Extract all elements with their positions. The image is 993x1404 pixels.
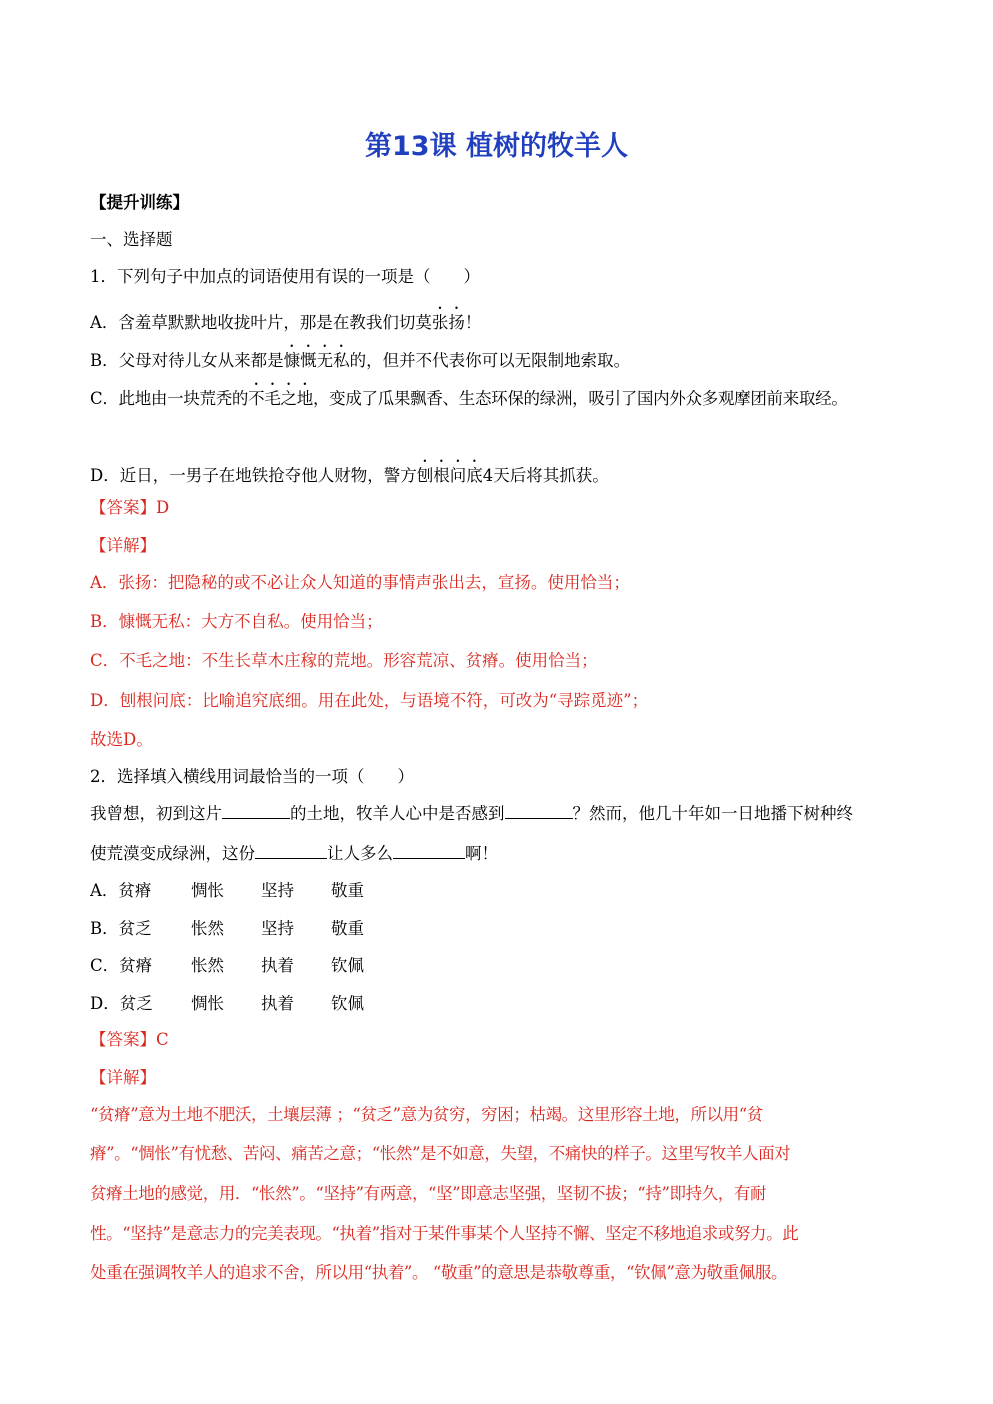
option-text: ，变成了瓜果飘香、生态环保的绿洲，吸引了国内外众多观摩团前来取经。 [312, 389, 848, 408]
page-title: 第13课 植树的牧羊人 [365, 131, 628, 162]
option-word: 敬重 [331, 919, 364, 938]
passage-text: ？然而，他几十年如一日地播下树种终 [572, 804, 853, 823]
q2-passage-line-1 [90, 802, 905, 826]
q2-detail-line: 性。“坚持”是意志力的完美表现。“执着”指对于某件事某个人坚持不懈、坚定不移地追求或努力。此 [90, 1224, 799, 1243]
option-text: 4天后将其抓获。 [482, 466, 609, 485]
option-text: B．父母对待儿女从来都是 [90, 351, 284, 370]
q1-stem: 1．下列句子中加点的词语使用有误的一项是（ ） [90, 267, 480, 286]
q1-option-d [90, 457, 905, 485]
q2-detail-line: 贫瘠土地的感觉，用．“怅然”。“坚持”有两意，“坚”即意志坚强，坚韧不拔；“持”即持久，有耐 [90, 1184, 767, 1203]
dotted-word: 刨根问底 [416, 466, 483, 485]
q1-option-b [90, 342, 905, 370]
q1-detail-line: C．不毛之地：不生长草木庄稼的荒地。形容荒凉、贫瘠。使用恰当； [90, 651, 598, 670]
option-word: 钦佩 [331, 994, 364, 1013]
q2-passage-line-2 [90, 842, 905, 866]
section-heading: 一、选择题 [90, 230, 173, 249]
dotted-word: 慷慨无私 [283, 351, 350, 370]
passage-text: 啊！ [465, 844, 498, 863]
option-word: B．贫乏 [90, 919, 152, 938]
q1-detail-label: 【详解】 [90, 536, 156, 555]
q1-detail-line: D．刨根问底：比喻追究底细。用在此处，与语境不符，可改为“寻踪觅迹”； [90, 691, 649, 710]
option-word: 敬重 [331, 881, 364, 900]
option-text: A．含羞草默默地收拢叶片，那是在教我们切莫 [90, 313, 432, 332]
q2-detail-line: 处重在强调牧羊人的追求不舍，所以用“执着”。 “敬重”的意思是恭敬尊重，“钦佩”意为敬重佩服。 [90, 1263, 788, 1282]
q1-conclusion: 故选D。 [90, 730, 153, 749]
fill-blank [393, 857, 465, 859]
q1-option-c [90, 380, 905, 408]
section-tag: 【提升训练】 [90, 193, 189, 212]
option-word: 钦佩 [331, 956, 364, 975]
q2-stem: 2．选择填入横线用词最恰当的一项（ ） [90, 767, 414, 786]
option-word: 坚持 [261, 919, 294, 938]
passage-text: 让人多么 [327, 844, 393, 863]
passage-text: 的土地，牧羊人心中是否感到 [290, 804, 505, 823]
option-word: 惆怅 [191, 881, 224, 900]
q2-detail-label: 【详解】 [90, 1068, 156, 1087]
q2-option-b [90, 917, 905, 941]
fill-blank [505, 817, 573, 819]
option-word: C．贫瘠 [90, 956, 153, 975]
q2-detail-line: “贫瘠”意为土地不肥沃，土壤层薄 ；“贫乏”意为贫穷，穷困；枯竭。这里形容土地，所以用“贫 [90, 1105, 763, 1124]
q2-option-c [90, 954, 905, 978]
q1-detail-line: A．张扬：把隐秘的或不必让众人知道的事情声张出去，宣扬。使用恰当； [90, 573, 630, 592]
q2-answer: 【答案】C [90, 1030, 169, 1049]
dotted-word: 不毛之地 [248, 389, 313, 408]
fill-blank [255, 857, 327, 859]
option-word: 怅然 [191, 956, 224, 975]
option-word: 坚持 [261, 881, 294, 900]
option-text: ！ [464, 313, 482, 332]
option-word: 执着 [261, 956, 294, 975]
passage-text: 使荒漠变成绿洲，这份 [90, 844, 255, 863]
option-word: 怅然 [191, 919, 224, 938]
option-text: 的，但并不代表你可以无限制地索取。 [349, 351, 631, 370]
option-text: D．近日，一男子在地铁抢夺他人财物，警方 [90, 466, 417, 485]
option-word: 执着 [261, 994, 294, 1013]
option-word: D．贫乏 [90, 994, 153, 1013]
q2-detail-line: 瘠”。“惆怅”有忧愁、苦闷、痛苦之意；“怅然”是不如意，失望，不痛快的样子。这里写牧羊人面对 [90, 1144, 791, 1163]
option-text: C．此地由一块荒秃的 [90, 389, 249, 408]
option-word: A．贫瘠 [90, 881, 152, 900]
q1-detail-line: B．慷慨无私：大方不自私。使用恰当； [90, 612, 383, 631]
passage-text: 我曾想，初到这片 [90, 804, 222, 823]
dotted-word: 张扬 [431, 313, 465, 332]
option-word: 惆怅 [191, 994, 224, 1013]
q2-option-a [90, 879, 905, 903]
q1-answer: 【答案】D [90, 498, 170, 517]
q1-option-a [90, 304, 905, 332]
q2-option-d [90, 992, 905, 1016]
fill-blank [222, 817, 290, 819]
